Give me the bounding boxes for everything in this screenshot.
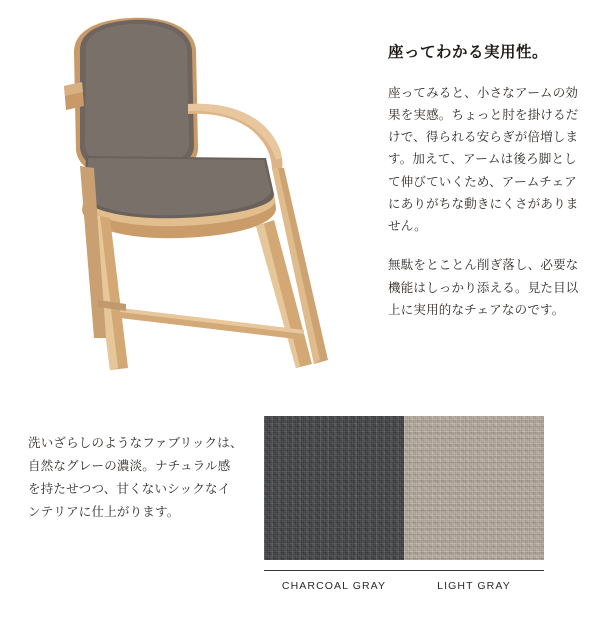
- chair-illustration: [28, 8, 348, 404]
- swatch-label-light-gray: LIGHT GRAY: [437, 580, 511, 592]
- fabric-weave-texture-overlay: [404, 416, 544, 560]
- chair-image: [0, 0, 372, 410]
- page-title: 座ってわかる実用性。: [388, 44, 549, 61]
- swatch-light-gray[interactable]: [404, 416, 544, 560]
- swatch-label-row: [264, 570, 544, 592]
- swatch-charcoal-gray[interactable]: [264, 416, 404, 560]
- fabric-weave-texture-overlay: [264, 416, 404, 560]
- bottom-section: [0, 416, 600, 629]
- fabric-swatch-group: [264, 416, 544, 592]
- top-paragraph-2: 無駄をとことん削ぎ落し、必要な機能はしっかり添える。見た目以上に実用的なチェアなのです。: [388, 258, 579, 317]
- swatch-label-charcoal-gray: CHARCOAL GRAY: [281, 580, 387, 592]
- swatch-row: [264, 416, 544, 560]
- fabric-description: 洗いざらしのようなファブリックは、自然なグレーの濃淡。ナチュラル感を持たせつつ、甘くないシックなインテリアに仕上がります。: [28, 436, 243, 520]
- top-text-block: [388, 42, 588, 321]
- top-paragraph-1: 座ってみると、小さなアームの効果を実感。ちょっと肘を掛けるだけで、得られる安らぎが倍増します。加えて、アームは後ろ脚として伸びていくため、アームチェアにありがちな動きにくさがありません。: [388, 85, 579, 234]
